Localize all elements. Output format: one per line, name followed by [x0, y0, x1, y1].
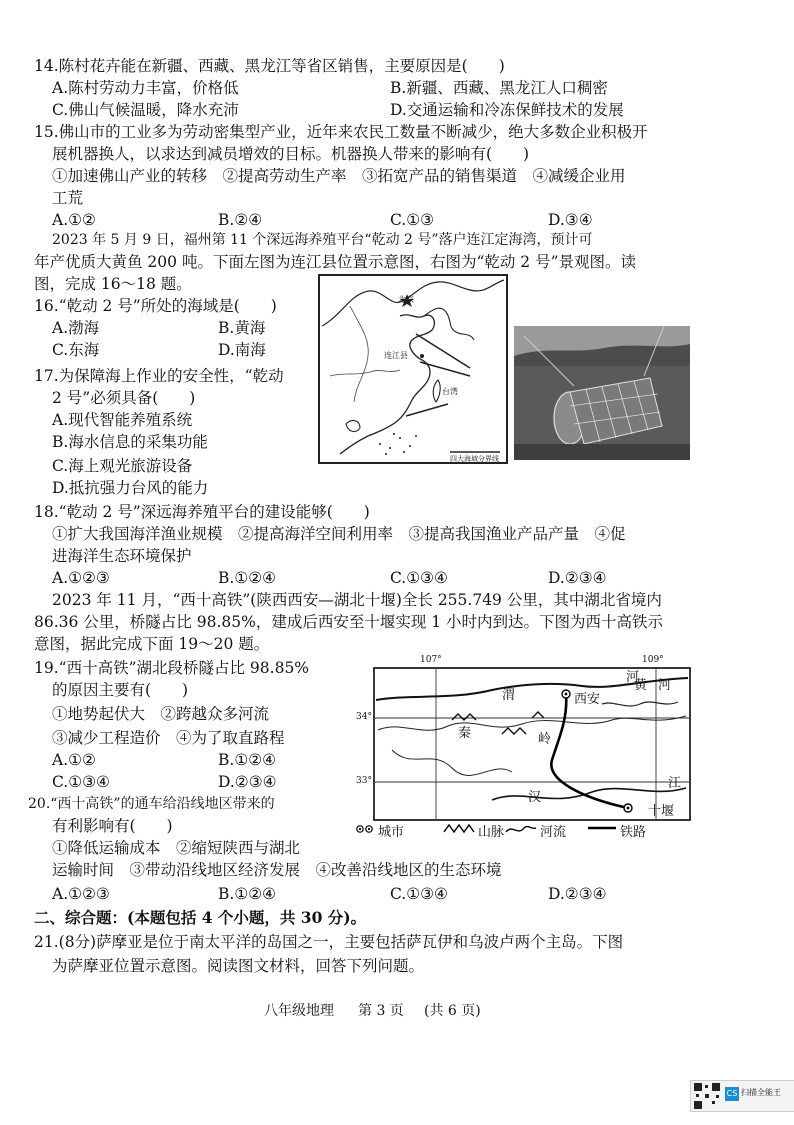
q19-option-b: B.①②④ [218, 751, 277, 769]
q14-stem: 14.陈村花卉能在新疆、西藏、黑龙江等省区销售，主要原因是( ) [34, 57, 505, 75]
qr-code-icon [693, 1082, 721, 1110]
q15-line2: 展机器换人，以求达到减员增效的目标。机器换人带来的影响有( ) [52, 145, 530, 163]
wei-river-label: 渭 [502, 688, 516, 703]
q17-option-a: A.现代智能养殖系统 [52, 411, 193, 429]
q21-line2: 为萨摩亚位置示意图。阅读图文材料，回答下列问题。 [52, 957, 425, 975]
q19-option-a: A.①② [52, 751, 96, 769]
shiyan-label: 十堰 [648, 804, 675, 819]
q19-line3: ①地势起伏大 ②跨越众多河流 [52, 705, 270, 723]
intro16-line1: 2023 年 5 月 9 日，福州第 11 个深远海养殖平台“乾动 2 号”落户连江定海湾，预计可 [52, 232, 593, 248]
legend-city-label: 城市 [378, 825, 405, 840]
q15-line1: 15.佛山市的工业多为劳动密集型产业，近年来农民工数量不断减少，绝大多数企业积极开 [34, 123, 648, 141]
xishi-railway-map [352, 655, 697, 840]
q15-option-d: D.③④ [548, 211, 593, 229]
footer-subject: 八年级地理 [264, 1003, 334, 1019]
q17-line2: 2 号”必须具备( ) [52, 389, 196, 407]
camscanner-logo-icon: CS [725, 1087, 739, 1101]
q20-line4: 运输时间 ③带动沿线地区经济发展 ④改善沿线地区的生态环境 [52, 861, 502, 879]
qiandong-platform-photo [514, 326, 690, 460]
q18-option-c: C.①③④ [390, 569, 448, 587]
q16-option-b: B.黄海 [218, 319, 266, 337]
q14-option-c: C.佛山气候温暖，降水充沛 [52, 101, 239, 119]
lianjiang-location-map [318, 274, 508, 464]
platform-photo-drawing [514, 326, 690, 460]
q19-line4: ③减少工程造价 ④为了取直路程 [52, 729, 285, 747]
q18-line2: ①扩大我国海洋渔业规模 ②提高海洋空间利用率 ③提高我国渔业产品产量 ④促 [52, 525, 626, 543]
q20-line3: ①降低运输成本 ②缩短陕西与湖北 [52, 839, 301, 857]
legend-railway-label: 铁路 [620, 825, 647, 840]
intro19-line1: 2023 年 11 月，“西十高铁”(陕西西安—湖北十堰)全长 255.749 公里，其中湖北省境内 [52, 591, 662, 609]
q20-option-b: B.①②④ [218, 885, 277, 903]
lat-34-label: 34° [356, 712, 372, 722]
q18-line3: 进海洋生态环境保护 [52, 547, 192, 565]
q20-option-d: D.②③④ [548, 885, 607, 903]
q19-option-c: C.①③④ [52, 773, 110, 791]
q21-line1: 21.(8分)萨摩亚是位于南太平洋的岛国之一，主要包括萨瓦伊和乌波卢两个主岛。下图 [34, 933, 624, 951]
legend-river-label: 河流 [540, 825, 567, 840]
q20-option-a: A.①②③ [52, 885, 110, 903]
wei-river-he-label: 河 [626, 670, 640, 685]
intro16-line2: 年产优质大黄鱼 200 吨。下面左图为连江县位置示意图，右图为“乾动 2 号”景观图。读 [34, 253, 637, 271]
qinling-qin-label: 秦 [458, 726, 472, 741]
q17-option-d: D.抵抗强力台风的能力 [52, 479, 209, 497]
section2-title: 二、综合题：(本题包括 4 个小题，共 30 分)。 [34, 908, 367, 927]
q20-line2: 有利影响有( ) [52, 817, 173, 835]
q16-option-a: A.渤海 [52, 319, 100, 337]
q15-option-b: B.②④ [218, 211, 263, 229]
footer-total: (共 6 页) [424, 1003, 481, 1019]
q19-option-d: D.②③④ [218, 773, 277, 791]
q15-option-a: A.①② [52, 211, 96, 229]
q15-line4: 工荒 [52, 189, 84, 207]
intro16-line3: 图，完成 16～18 题。 [34, 275, 192, 293]
q14-option-d: D.交通运输和冷冻保鲜技术的发展 [390, 101, 624, 119]
sea-boundary-legend: 四大海域分界线 [450, 455, 499, 463]
lon-109-label: 109° [642, 655, 664, 665]
xian-label: 西安 [574, 692, 601, 707]
scanner-label: 扫描全能王 [741, 1088, 781, 1097]
lat-33-label: 33° [356, 776, 372, 786]
hanjiang-han-label: 汉 [528, 790, 542, 805]
q15-option-c: C.①③ [390, 211, 435, 229]
q14-option-b: B.新疆、西藏、黑龙江人口稠密 [390, 79, 608, 97]
yellow-river-huang-label: 黄 [634, 678, 648, 693]
q17-option-b: B.海水信息的采集功能 [52, 433, 208, 451]
legend-mountain-label: 山脉 [478, 825, 505, 840]
q16-option-c: C.东海 [52, 341, 100, 359]
intro19-line2: 86.36 公里，桥隧占比 98.85%，建成后西安至十堰实现 1 小时内到达。下图为西十高铁示 [34, 613, 664, 631]
q14-option-a: A.陈村劳动力丰富，价格低 [52, 79, 239, 97]
q17-line1: 17.为保障海上作业的安全性，“乾动 [34, 367, 284, 385]
q20-option-c: C.①③④ [390, 885, 448, 903]
q18-option-a: A.①②③ [52, 569, 110, 587]
q15-line3: ①加速佛山产业的转移 ②提高劳动生产率 ③拓宽产品的销售渠道 ④减缓企业用 [52, 167, 626, 185]
q19-line2: 的原因主要有( ) [52, 681, 189, 699]
lon-107-label: 107° [420, 655, 442, 665]
q20-line1: 20.“西十高铁”的通车给沿线地区带来的 [28, 796, 275, 812]
q19-line1: 19.“西十高铁”湖北段桥隧占比 98.85% [34, 659, 310, 677]
taiwan-label: 台湾 [442, 387, 458, 396]
qinling-ling-label: 岭 [538, 732, 552, 747]
beijing-label: 北京 [398, 295, 414, 304]
q17-option-c: C.海上观光旅游设备 [52, 457, 193, 475]
q18-option-b: B.①②④ [218, 569, 277, 587]
q16-option-d: D.南海 [218, 341, 266, 359]
yellow-river-he-label: 河 [658, 678, 672, 693]
q18-option-d: D.②③④ [548, 569, 607, 587]
q18-line1: 18.“乾动 2 号”深远海养殖平台的建设能够( ) [34, 503, 370, 521]
lianjiang-label: 连江县 [384, 351, 408, 360]
intro19-line3: 意图，据此完成下面 19～20 题。 [34, 635, 270, 653]
footer-page: 第 3 页 [358, 1003, 404, 1019]
q16-stem: 16.“乾动 2 号”所处的海域是( ) [34, 297, 277, 315]
hanjiang-jiang-label: 江 [668, 776, 682, 791]
scanner-watermark [690, 1080, 794, 1112]
